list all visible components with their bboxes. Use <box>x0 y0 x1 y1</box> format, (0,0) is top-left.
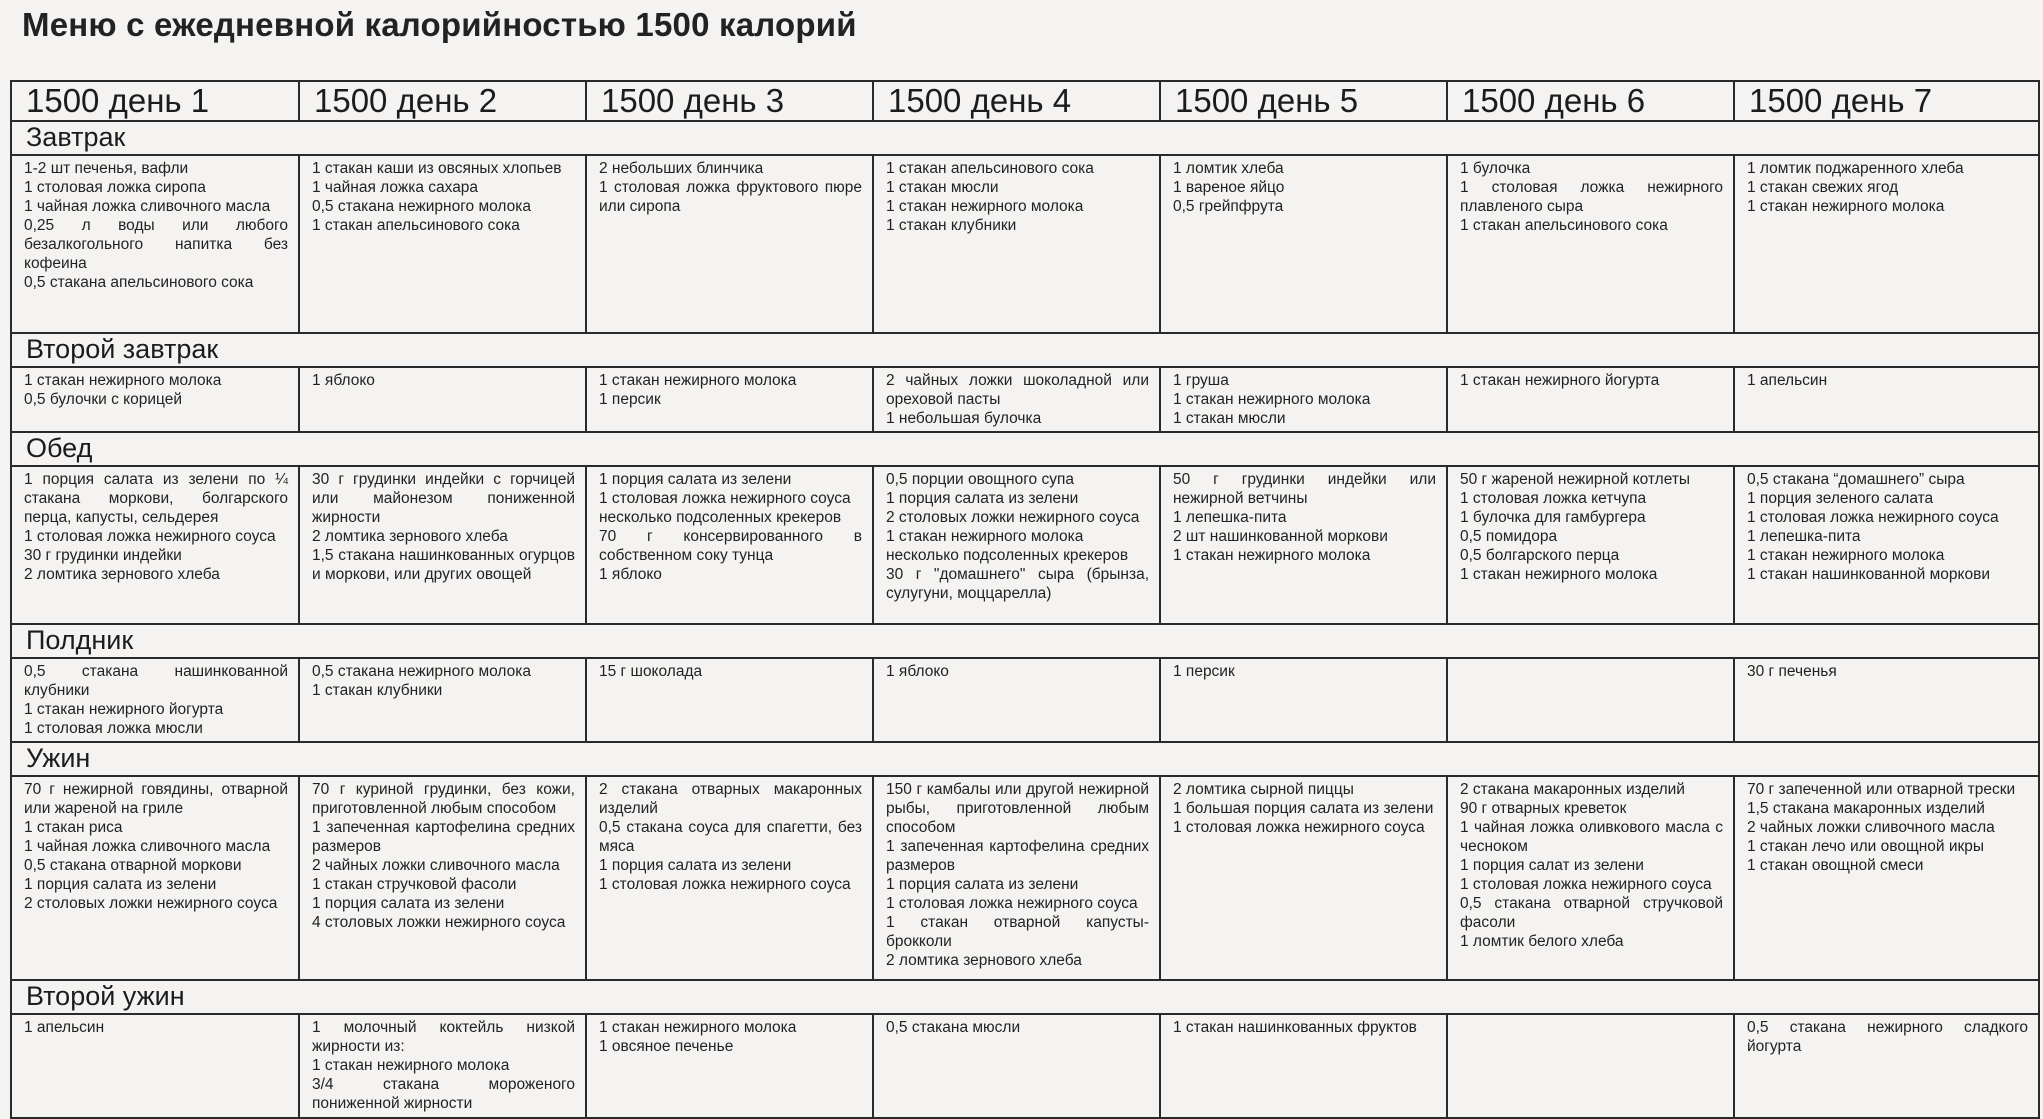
menu-item: 1 стакан нежирного молока <box>1173 547 1371 564</box>
menu-item: 1 ломтик хлеба <box>1173 160 1284 177</box>
day-header: 1500 день 4 <box>873 81 1160 121</box>
menu-item: 70 г куриной грудинки, без кожи, приготовленной любым способом <box>312 781 575 817</box>
menu-item: 2 столовых ложки нежирного соуса <box>24 895 278 912</box>
meal-items-row <box>11 466 2039 624</box>
menu-cell <box>1160 466 1447 624</box>
menu-item: несколько подсоленных крекеров <box>599 509 842 526</box>
menu-item: 1 булочка <box>1460 160 1531 177</box>
menu-item: 1 ломтик поджаренного хлеба <box>1747 160 1964 177</box>
menu-cell <box>299 1014 586 1118</box>
menu-item: 90 г отварных креветок <box>1460 800 1627 817</box>
menu-item: 4 столовых ложки нежирного соуса <box>312 914 566 931</box>
menu-item: 1 запеченная картофелина средних размеров <box>312 819 575 855</box>
day-header: 1500 день 1 <box>11 81 299 121</box>
menu-item: 1 столовая ложка нежирного соуса <box>886 895 1138 912</box>
day-header: 1500 день 2 <box>299 81 586 121</box>
menu-cell <box>873 466 1160 624</box>
menu-item: 1 запеченная картофелина средних размеров <box>886 838 1149 874</box>
menu-item: 1 груша <box>1173 372 1229 389</box>
meal-name-row <box>11 624 2039 658</box>
menu-item: 1 стакан лечо или овощной икры <box>1747 838 1985 855</box>
menu-item: 1 лепешка-пита <box>1173 509 1287 526</box>
meal-name: Ужин <box>11 742 2039 776</box>
menu-item: 0,5 булочки с корицей <box>24 391 183 408</box>
menu-cell <box>11 776 299 980</box>
menu-cell <box>586 466 873 624</box>
menu-item: 1 стакан нашинкованных фруктов <box>1173 1019 1417 1036</box>
menu-item: 1 порция салата из зелени <box>599 857 792 874</box>
menu-cell <box>11 658 299 742</box>
menu-item: 1 стакан нежирного молока <box>24 372 222 389</box>
menu-cell <box>1160 1014 1447 1118</box>
day-header: 1500 день 3 <box>586 81 873 121</box>
menu-item: 1 персик <box>599 391 661 408</box>
menu-item: 0,5 стакана “домашнего” сыра <box>1747 471 1965 488</box>
menu-item: 1 булочка для гамбургера <box>1460 509 1646 526</box>
menu-item: 30 г грудинки индейки <box>24 547 182 564</box>
menu-cell <box>873 367 1160 432</box>
menu-item: 1 яблоко <box>599 566 662 583</box>
menu-item: 1 порция салата из зелени <box>886 876 1079 893</box>
menu-item: 0,5 помидора <box>1460 528 1558 545</box>
menu-item: 0,25 л воды или любого безалкогольного напитка без кофеина <box>24 217 288 272</box>
menu-item: 2 ломтика сырной пиццы <box>1173 781 1354 798</box>
menu-item: 1 стакан нашинкованной моркови <box>1747 566 1990 583</box>
menu-item: 1 стакан нежирного молока <box>1747 198 1945 215</box>
menu-item: 1 столовая ложка нежирного соуса <box>1747 509 1999 526</box>
menu-item: 70 г нежирной говядины, отварной или жареной на гриле <box>24 781 288 817</box>
menu-item: 70 г консервированного в собственном соку тунца <box>599 528 862 564</box>
menu-item: 1,5 стакана макаронных изделий <box>1747 800 1985 817</box>
menu-item: 1 ломтик белого хлеба <box>1460 933 1624 950</box>
page-title: Меню с ежедневной калорийностью 1500 калорий <box>22 6 857 43</box>
menu-cell <box>586 776 873 980</box>
menu-cell <box>1447 155 1734 333</box>
menu-cell <box>299 367 586 432</box>
menu-item: 2 столовых ложки нежирного соуса <box>886 509 1140 526</box>
menu-cell <box>299 155 586 333</box>
menu-cell <box>299 776 586 980</box>
meal-name-row <box>11 980 2039 1014</box>
menu-item: 3/4 стакана мороженого пониженной жирности <box>312 1076 575 1112</box>
menu-cell <box>873 658 1160 742</box>
menu-item: 30 г грудинки индейки с горчицей или майонезом пониженной жирности <box>312 471 575 526</box>
menu-item: 0,5 стакана отварной моркови <box>24 857 242 874</box>
meal-items-row <box>11 155 2039 333</box>
menu-item: 50 г грудинки индейки или нежирной ветчины <box>1173 471 1436 507</box>
menu-cell <box>586 658 873 742</box>
day-header: 1500 день 5 <box>1160 81 1447 121</box>
menu-cell <box>1447 658 1734 742</box>
menu-item: 1 лепешка-пита <box>1747 528 1861 545</box>
menu-item: 0,5 стакана мюсли <box>886 1019 1021 1036</box>
menu-item: 1 персик <box>1173 663 1235 680</box>
menu-item: 1 стакан мюсли <box>1173 410 1286 427</box>
menu-item: 1 столовая ложка нежирного соуса <box>599 876 851 893</box>
menu-cell <box>1734 658 2039 742</box>
menu-item: 1 порция зеленого салата <box>1747 490 1934 507</box>
menu-item: 1 стакан мюсли <box>886 179 999 196</box>
menu-item: 1 столовая ложка кетчупа <box>1460 490 1647 507</box>
meal-name-row <box>11 121 2039 155</box>
menu-cell <box>299 658 586 742</box>
menu-item: 1 стакан овощной смеси <box>1747 857 1924 874</box>
menu-item: 1 апельсин <box>24 1019 105 1036</box>
meal-name: Обед <box>11 432 2039 466</box>
meal-items-row <box>11 776 2039 980</box>
menu-item: 1 вареное яйцо <box>1173 179 1285 196</box>
day-header: 1500 день 6 <box>1447 81 1734 121</box>
menu-item: 1 стакан клубники <box>312 682 443 699</box>
menu-item: 0,5 стакана соуса для спагетти, без мяса <box>599 819 862 855</box>
menu-item: 2 шт нашинкованной моркови <box>1173 528 1388 545</box>
menu-cell <box>1734 367 2039 432</box>
menu-cell <box>1160 367 1447 432</box>
menu-table <box>10 80 2040 1119</box>
menu-item: 2 стакана отварных макаронных изделий <box>599 781 862 817</box>
menu-cell <box>1160 776 1447 980</box>
menu-cell <box>1447 1014 1734 1118</box>
menu-cell <box>1734 776 2039 980</box>
menu-cell <box>1734 1014 2039 1118</box>
menu-item: 2 ломтика зернового хлеба <box>24 566 220 583</box>
menu-item: несколько подсоленных крекеров <box>886 547 1129 564</box>
menu-item: 2 чайных ложки сливочного масла <box>312 857 560 874</box>
menu-item: 0,5 стакана нежирного молока <box>312 663 531 680</box>
meal-name-row <box>11 742 2039 776</box>
menu-item: 1 столовая ложка нежирного соуса <box>599 490 851 507</box>
meal-name: Завтрак <box>11 121 2039 155</box>
menu-item: 150 г камбалы или другой нежирной рыбы, приготовленной любым способом <box>886 781 1149 836</box>
menu-item: 1 порция салата из зелени <box>24 876 217 893</box>
menu-item: 1 стакан нежирного молока <box>1460 566 1658 583</box>
menu-cell <box>873 776 1160 980</box>
menu-cell <box>586 155 873 333</box>
menu-item: 1 порция салат из зелени <box>1460 857 1644 874</box>
menu-item: 0,5 стакана нежирного сладкого йогурта <box>1747 1019 2028 1055</box>
menu-item: 1 порция салата из зелени <box>312 895 505 912</box>
meal-name-row <box>11 432 2039 466</box>
meal-name: Второй завтрак <box>11 333 2039 367</box>
menu-item: 1 стакан нежирного молока <box>886 528 1084 545</box>
meal-items-row <box>11 658 2039 742</box>
menu-item: 1 стакан нежирного йогурта <box>1460 372 1660 389</box>
menu-item: 1 стакан свежих ягод <box>1747 179 1899 196</box>
menu-item: 1 столовая ложка мюсли <box>24 720 203 737</box>
meal-name: Второй ужин <box>11 980 2039 1014</box>
meal-items-row <box>11 1014 2039 1118</box>
menu-cell <box>1734 155 2039 333</box>
day-header-row <box>11 81 2039 121</box>
menu-cell <box>11 466 299 624</box>
menu-item: 1 стакан стручковой фасоли <box>312 876 517 893</box>
menu-item: 1,5 стакана нашинкованных огурцов и моркови, или других овощей <box>312 547 575 583</box>
menu-cell <box>873 155 1160 333</box>
menu-item: 50 г жареной нежирной котлеты <box>1460 471 1691 488</box>
menu-item: 0,5 стакана нашинкованной клубники <box>24 663 288 699</box>
menu-item: 2 чайных ложки сливочного масла <box>1747 819 1995 836</box>
menu-item: 1 стакан нежирного молока <box>1747 547 1945 564</box>
meal-name-row <box>11 333 2039 367</box>
menu-cell <box>586 1014 873 1118</box>
menu-item: 0,5 грейпфрута <box>1173 198 1284 215</box>
meal-name: Полдник <box>11 624 2039 658</box>
menu-item: 0,5 стакана нежирного молока <box>312 198 531 215</box>
menu-item: 1 молочный коктейль низкой жирности из: <box>312 1019 575 1055</box>
menu-item: 1 большая порция салата из зелени <box>1173 800 1434 817</box>
menu-item: 0,5 порции овощного супа <box>886 471 1074 488</box>
menu-cell <box>873 1014 1160 1118</box>
menu-cell <box>586 367 873 432</box>
menu-cell <box>1160 155 1447 333</box>
menu-item: 1 стакан нежирного молока <box>1173 391 1371 408</box>
menu-item: 1 стакан отварной капусты-брокколи <box>886 914 1149 950</box>
menu-item: 1 яблоко <box>886 663 949 680</box>
menu-cell <box>1447 776 1734 980</box>
menu-item: 1 стакан каши из овсяных хлопьев <box>312 160 562 177</box>
menu-item: 0,5 болгарского перца <box>1460 547 1620 564</box>
menu-item: 1 порция салата из зелени <box>886 490 1079 507</box>
menu-item: 0,5 стакана апельсинового сока <box>24 274 254 291</box>
menu-item: 70 г запеченной или отварной трески <box>1747 781 2016 798</box>
menu-item: 1 стакан нежирного молока <box>599 1019 797 1036</box>
menu-item: 2 небольших блинчика <box>599 160 764 177</box>
menu-item: 1-2 шт печенья, вафли <box>24 160 189 177</box>
menu-item: 1 стакан апельсинового сока <box>312 217 520 234</box>
menu-item: 1 столовая ложка сиропа <box>24 179 206 196</box>
menu-item: 2 чайных ложки шоколадной или ореховой пасты <box>886 372 1149 408</box>
menu-item: 1 стакан нежирного молока <box>312 1057 510 1074</box>
menu-cell <box>1447 367 1734 432</box>
menu-item: 30 г печенья <box>1747 663 1837 680</box>
menu-item: 1 порция салата из зелени <box>599 471 792 488</box>
menu-item: 1 стакан нежирного молока <box>599 372 797 389</box>
menu-item: 1 столовая ложка нежирного соуса <box>24 528 276 545</box>
menu-item: 2 ломтика зернового хлеба <box>886 952 1082 969</box>
menu-item: 2 ломтика зернового хлеба <box>312 528 508 545</box>
menu-item: 1 стакан нежирного молока <box>886 198 1084 215</box>
menu-item: 15 г шоколада <box>599 663 703 680</box>
menu-item: 1 столовая ложка фруктового пюре или сиропа <box>599 179 862 215</box>
menu-item: 1 овсяное печенье <box>599 1038 734 1055</box>
menu-item: 1 яблоко <box>312 372 375 389</box>
menu-item: 1 стакан нежирного йогурта <box>24 701 224 718</box>
menu-item: 1 апельсин <box>1747 372 1828 389</box>
menu-item: 1 столовая ложка нежирного соуса <box>1173 819 1425 836</box>
menu-item: 0,5 стакана отварной стручковой фасоли <box>1460 895 1723 931</box>
menu-cell <box>1734 466 2039 624</box>
menu-item: 1 небольшая булочка <box>886 410 1042 427</box>
menu-item: 1 стакан риса <box>24 819 123 836</box>
menu-item: 30 г "домашнего" сыра (брынза, сулугуни, моццарелла) <box>886 566 1149 602</box>
menu-item: 1 столовая ложка нежирного соуса <box>1460 876 1712 893</box>
menu-item: 2 стакана макаронных изделий <box>1460 781 1685 798</box>
menu-item: 1 стакан апельсинового сока <box>886 160 1094 177</box>
menu-item: 1 стакан апельсинового сока <box>1460 217 1668 234</box>
menu-item: 1 столовая ложка нежирного плавленого сыра <box>1460 179 1723 215</box>
menu-item: 1 чайная ложка оливкового масла с чесноком <box>1460 819 1723 855</box>
day-header: 1500 день 7 <box>1734 81 2039 121</box>
menu-cell <box>11 155 299 333</box>
meal-items-row <box>11 367 2039 432</box>
menu-item: 1 чайная ложка сливочного масла <box>24 838 271 855</box>
menu-cell <box>11 367 299 432</box>
menu-cell <box>1447 466 1734 624</box>
menu-item: 1 порция салата из зелени по ¼ стакана моркови, болгарского перца, капусты, сельдерея <box>24 471 288 526</box>
menu-item: 1 чайная ложка сливочного масла <box>24 198 271 215</box>
menu-item: 1 стакан клубники <box>886 217 1017 234</box>
menu-cell <box>299 466 586 624</box>
menu-cell <box>11 1014 299 1118</box>
menu-item: 1 чайная ложка сахара <box>312 179 479 196</box>
menu-cell <box>1160 658 1447 742</box>
